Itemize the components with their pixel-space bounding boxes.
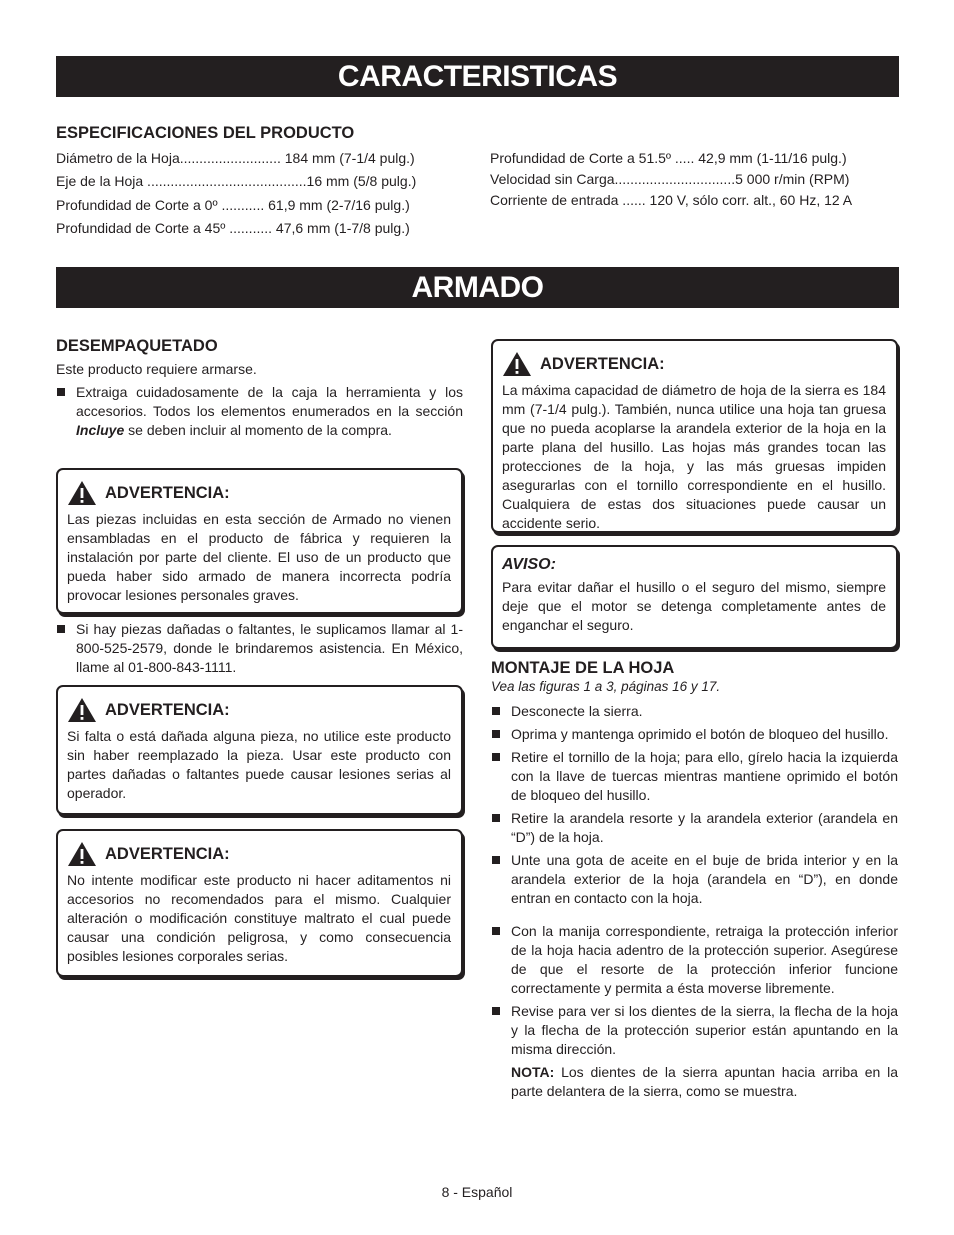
- bullet-text: se deben incluir al momento de la compra.: [124, 422, 392, 438]
- specs-heading: ESPECIFICACIONES DEL PRODUCTO: [56, 124, 355, 142]
- intro-text: Este producto requiere armarse.: [56, 361, 257, 377]
- list-item: Desconecte la sierra.: [491, 702, 898, 721]
- warning-triangle-icon: [502, 351, 532, 377]
- warning-box: [56, 829, 463, 977]
- spec-line: Profundidad de Corte a 45º ........... 47,6 mm (1-7/8 pulg.): [56, 220, 410, 237]
- notice-title: AVISO:: [502, 556, 556, 573]
- spec-line: Profundidad de Corte a 0º ........... 61,9 mm (2-7/16 pulg.): [56, 196, 410, 213]
- warning-header: [502, 351, 886, 377]
- desempaquetado-heading: DESEMPAQUETADO: [56, 337, 218, 355]
- section-title: ARMADO: [411, 271, 544, 304]
- section-title: CARACTERISTICAS: [337, 60, 618, 93]
- warning-box: [56, 685, 463, 815]
- spec-line: Diámetro de la Hoja.......................... 184 mm (7-1/4 pulg.): [56, 150, 415, 166]
- montaje-heading: MONTAJE DE LA HOJA: [491, 659, 675, 677]
- list-item: Revise para ver si los dientes de la sierra, la flecha de la hoja y la flecha de la protección superior están apuntando en la misma dirección.: [491, 1002, 898, 1059]
- section-banner-armado: [56, 267, 899, 308]
- bullet-block: [56, 620, 463, 677]
- spec-line: Profundidad de Corte a 51.5º ..... 42,9 mm (1-11/16 pulg.): [490, 150, 847, 166]
- warning-title: ADVERTENCIA:: [105, 483, 230, 502]
- bullet-emphasis: Incluye: [76, 422, 125, 438]
- warning-triangle-icon: [67, 480, 97, 506]
- note-text: Los dientes de la sierra apuntan hacia arriba en la parte delantera de la sierra, como se muestra.: [511, 1064, 898, 1099]
- spec-line: Eje de la Hoja .........................................16 mm (5/8 pulg.): [56, 173, 417, 190]
- section-banner-caracteristicas: [56, 56, 899, 97]
- notice-box: [491, 545, 898, 649]
- notice-header: [502, 556, 886, 574]
- warning-box: [491, 339, 898, 533]
- warning-header: [67, 480, 451, 506]
- warning-text: No intente modificar este producto ni hacer aditamentos ni accesorios no recomendados para el mismo. Cualquier alteración o modificación constituye maltrato el cual puede causar una condición peligrosa, y como consecuencia posibles lesiones corporales serias.: [67, 872, 451, 964]
- desempaquetado-section: [56, 336, 463, 440]
- montaje-subtitle: Vea las figuras 1 a 3, páginas 16 y 17.: [491, 679, 721, 694]
- specs-left-column: [56, 123, 466, 241]
- montaje-section: [491, 658, 898, 1101]
- spec-line: Corriente de entrada ...... 120 V, sólo corr. alt., 60 Hz, 12 A: [490, 192, 853, 208]
- list-item: Retire la arandela resorte y la arandela exterior (arandela en “D”) de la hoja.: [491, 809, 898, 847]
- warning-header: [67, 841, 451, 867]
- list-item: Unte una gota de aceite en el buje de brida interior y en la arandela exterior de la hoja (arandela en “D”), en donde entran en contacto con la hoja.: [491, 851, 898, 908]
- warning-text: La máxima capacidad de diámetro de hoja de la sierra es 184 mm (7-1/4 pulg.). También, nunca utilice una hoja tan gruesa que no pueda acoplarse la arandela exterior de la hoja en la parte plana del husillo. Las hojas más grandes tocan las protecciones de la hoja, y las más gruesas impiden asegurarlas con el tornillo correspondiente en el husillo. Cualquiera de estas dos situaciones puede causar un accidente serio.: [502, 382, 886, 531]
- warning-text: Las piezas incluidas en esta sección de Armado no vienen ensambladas en el producto de fábrica y requieren la instalación por parte del cliente. El uso de un producto que pueda haber sido armado de manera incorrecta podría provocar lesiones personales graves.: [67, 511, 451, 603]
- note-label: NOTA:: [511, 1064, 555, 1080]
- bullet-text: Si hay piezas dañadas o faltantes, le suplicamos llamar al 1-800-525-2579, donde le brindaremos asistencia. En México, llame al 01-800-843-1111.: [76, 621, 463, 675]
- note-paragraph: [491, 1063, 898, 1101]
- page-footer: 8 - Español: [441, 1184, 513, 1200]
- list-item: [56, 620, 463, 677]
- list-item: Oprima y mantenga oprimido el botón de bloqueo del husillo.: [491, 725, 898, 744]
- specs-right-column: [490, 148, 900, 211]
- warning-header: [67, 697, 451, 723]
- list-item: Con la manija correspondiente, retraiga la protección inferior de la hoja hacia adentro de la protección superior. Asegúrese de que el resorte de la protección inferior funcione correctamente y permita a ésta moverse libremente.: [491, 922, 898, 998]
- warning-title: ADVERTENCIA:: [540, 354, 665, 373]
- warning-triangle-icon: [67, 841, 97, 867]
- warning-title: ADVERTENCIA:: [105, 844, 230, 863]
- warning-text: Si falta o está dañada alguna pieza, no utilice este producto sin haber reemplazado la pieza. Usar este producto con partes dañadas o faltantes puede causar lesiones serias al operador.: [67, 728, 451, 801]
- bullet-text: Extraiga cuidadosamente de la caja la herramienta y los accesorios. Todos los elementos enumerados en la sección: [76, 384, 463, 419]
- warning-title: ADVERTENCIA:: [105, 700, 230, 719]
- warning-triangle-icon: [67, 697, 97, 723]
- notice-text: Para evitar dañar el husillo o el seguro del mismo, siempre deje que el motor se detenga completamente antes de enganchar el seguro.: [502, 579, 886, 633]
- spec-line: Velocidad sin Carga...............................5 000 r/min (RPM): [490, 171, 850, 187]
- list-item: Retire el tornillo de la hoja; para ello, gírelo hacia la izquierda con la llave de tuercas mientras mantiene oprimido el botón de bloqueo del husillo.: [491, 748, 898, 805]
- list-item: [56, 383, 463, 440]
- warning-box: [56, 468, 463, 614]
